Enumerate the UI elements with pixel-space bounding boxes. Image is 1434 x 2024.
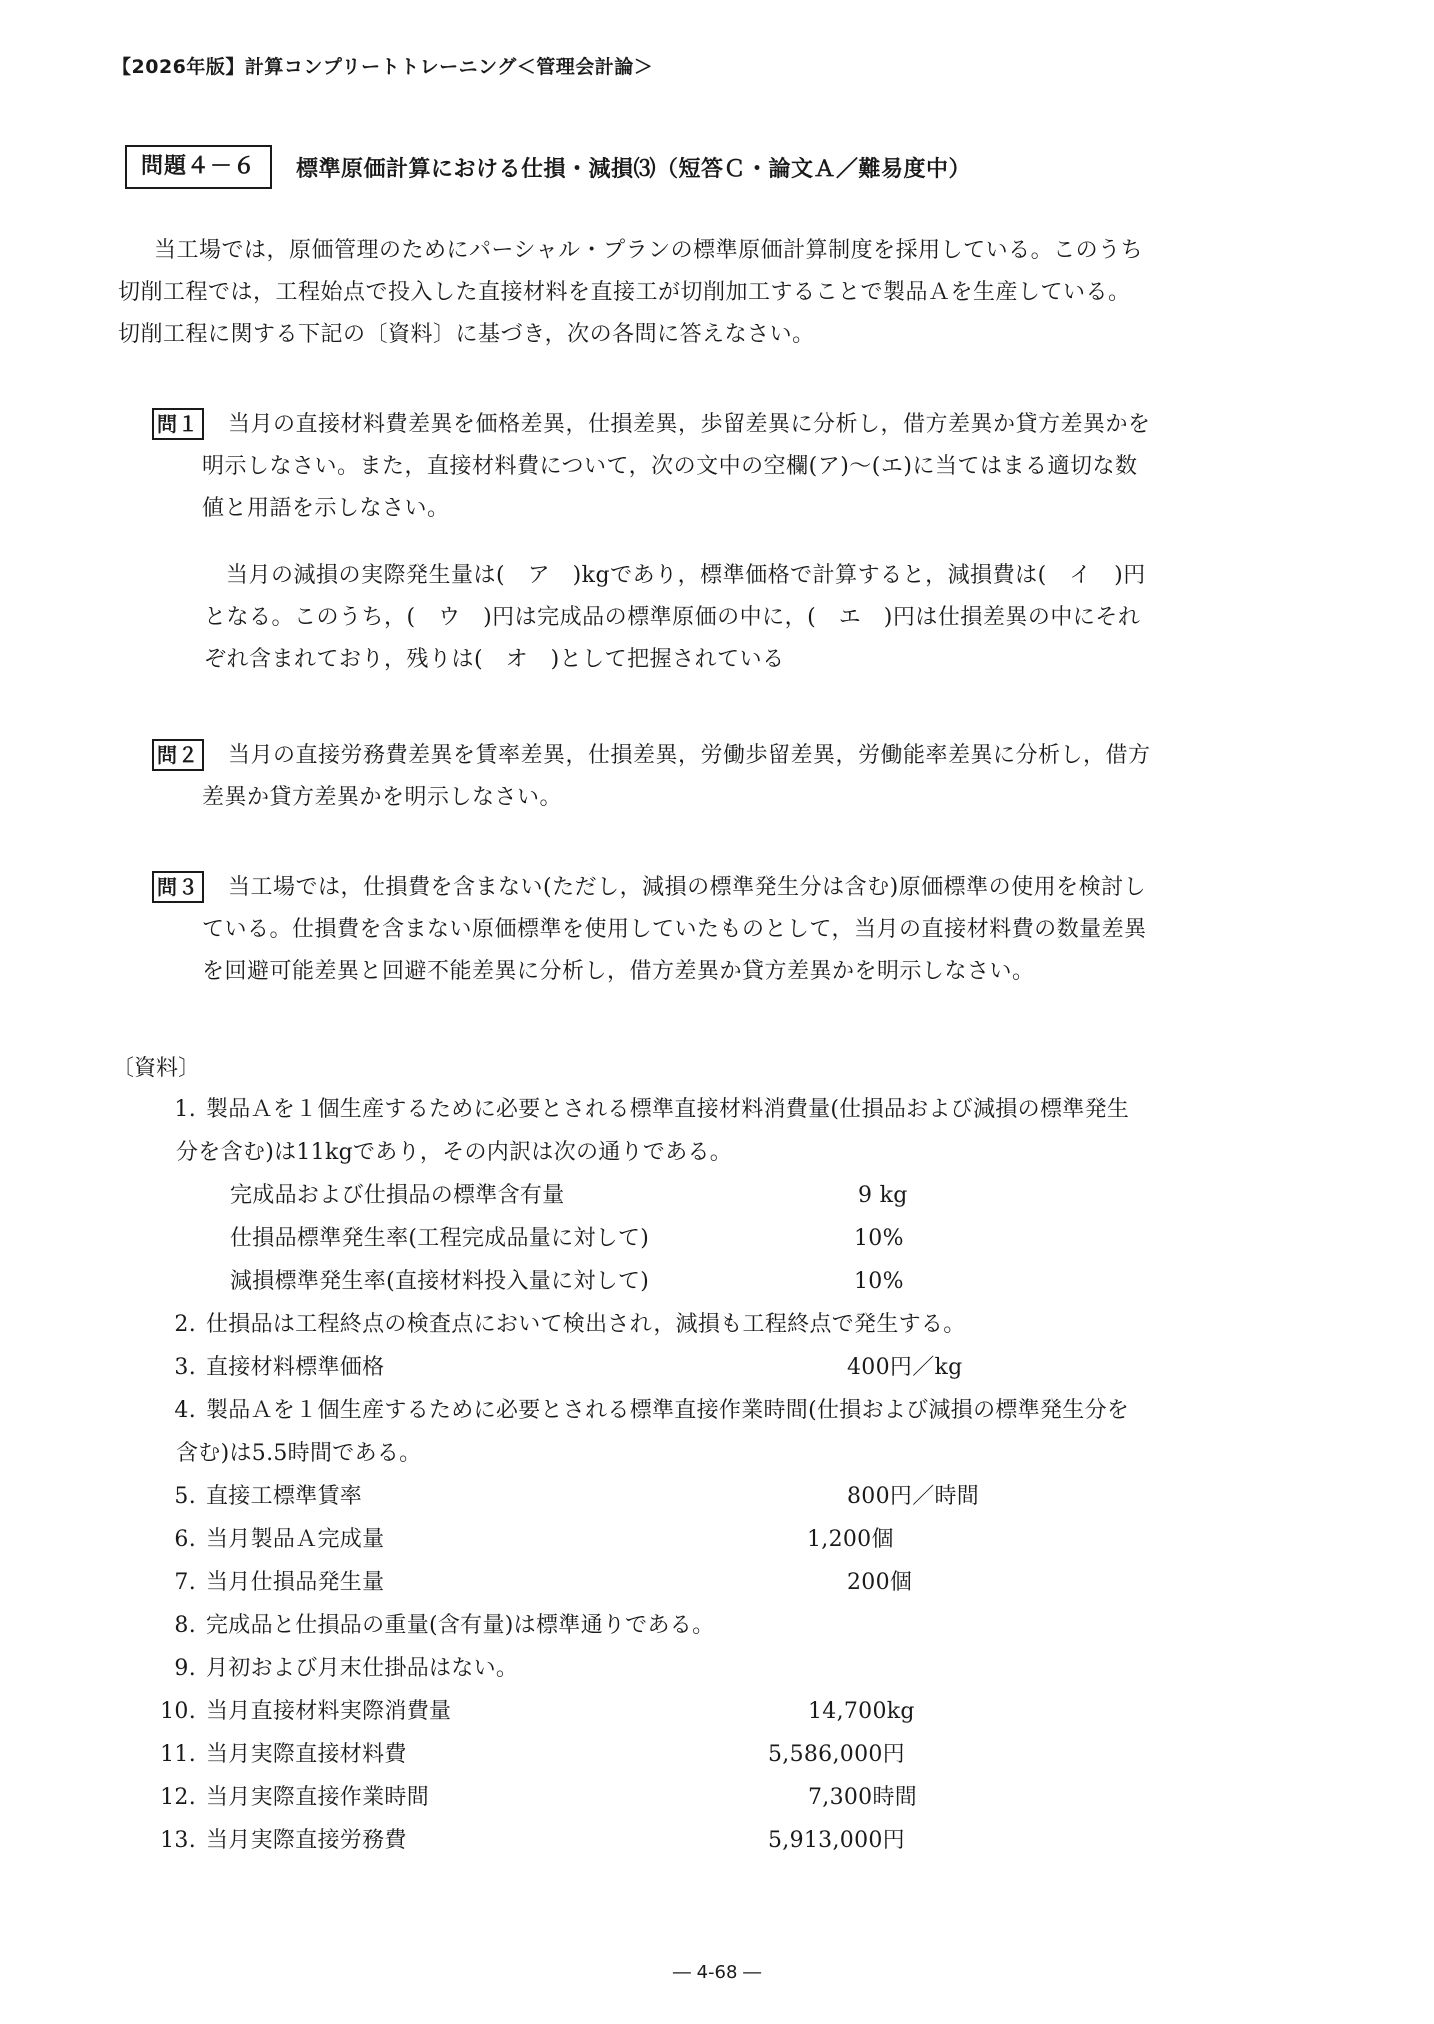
- item-value: 5,586,000円: [768, 1742, 905, 1767]
- item-text: 月初および月末仕掛品はない。: [206, 1656, 519, 1681]
- question-line: 当月の直接労務費差異を賃率差異，仕損差異，労働歩留差異，労働能率差異に分析し，借方: [228, 743, 1151, 768]
- item-number: 8.: [174, 1613, 196, 1638]
- question-line: 明示しなさい。また，直接材料費について，次の文中の空欄(ア)～(エ)に当てはまる適切な数: [202, 454, 1138, 479]
- intro-paragraph: [118, 230, 1268, 356]
- item-text: 当月実際直接労務費: [206, 1828, 407, 1853]
- question-1-label: 問１: [152, 408, 204, 440]
- materials-item: [140, 1647, 1270, 1690]
- item-value: 200個: [847, 1570, 913, 1595]
- materials-item: [140, 1518, 1270, 1561]
- question-line: ている。仕損費を含まない原価標準を使用していたものとして，当月の直接材料費の数量差異: [202, 917, 1147, 942]
- fill-in-passage: [204, 555, 1269, 681]
- sub-item-label: 減損標準発生率(直接材料投入量に対して): [230, 1269, 650, 1294]
- question-line: 当月の直接材料費差異を価格差異，仕損差異，歩留差異に分析し，借方差異か貸方差異かを: [228, 412, 1151, 437]
- item-number: 12.: [160, 1785, 196, 1810]
- item-text: 仕損品は工程終点の検査点において検出され，減損も工程終点で発生する。: [206, 1312, 966, 1337]
- materials-item: [140, 1733, 1270, 1776]
- item-number: 5.: [174, 1484, 196, 1509]
- sub-item: [140, 1217, 1270, 1260]
- item-number: 9.: [174, 1656, 196, 1681]
- materials-item-continued: [140, 1131, 1270, 1174]
- intro-line: 切削工程では，工程始点で投入した直接材料を直接工が切削加工することで製品Ａを生産している。: [118, 280, 1131, 305]
- problem-label: 問題４－６: [125, 145, 272, 189]
- item-text: 含む)は5.5時間である。: [176, 1441, 422, 1466]
- materials-heading: 〔資料〕: [112, 1056, 201, 1081]
- item-value: 400円／kg: [847, 1355, 963, 1380]
- item-number: 10.: [160, 1699, 196, 1724]
- question-3-label: 問３: [152, 871, 204, 903]
- item-text: 製品Ａを１個生産するために必要とされる標準直接作業時間(仕損および減損の標準発生分を: [206, 1398, 1130, 1423]
- sub-item-value: 10%: [854, 1226, 904, 1251]
- fill-line: 当月の減損の実際発生量は( ア )kgであり，標準価格で計算すると，減損費は( イ )円: [226, 563, 1146, 588]
- materials-item: [140, 1475, 1270, 1518]
- item-number: 7.: [174, 1570, 196, 1595]
- page-header: 【2026年版】計算コンプリートトレーニング＜管理会計論＞: [112, 56, 654, 78]
- sub-item-label: 仕損品標準発生率(工程完成品量に対して): [230, 1226, 650, 1251]
- fill-line: ぞれ含まれており，残りは( オ )として把握されている: [204, 647, 785, 672]
- question-line: 当工場では，仕損費を含まない(ただし，減損の標準発生分は含む)原価標準の使用を検討し: [228, 875, 1147, 900]
- item-text: 当月実際直接作業時間: [206, 1785, 430, 1810]
- item-text: 直接工標準賃率: [206, 1484, 363, 1509]
- question-2: [152, 735, 1267, 819]
- question-2-label: 問２: [152, 739, 204, 771]
- item-number: 4.: [174, 1398, 196, 1423]
- materials-item: [140, 1088, 1270, 1131]
- item-text: 当月製品Ａ完成量: [206, 1527, 385, 1552]
- question-line: を回避可能差異と回避不能差異に分析し，借方差異か貸方差異かを明示しなさい。: [202, 959, 1035, 984]
- question-line: 差異か貸方差異かを明示しなさい。: [202, 785, 563, 810]
- question-3: [152, 867, 1267, 993]
- problem-title-row: [125, 146, 971, 188]
- materials-list: [140, 1088, 1270, 1862]
- materials-item: [140, 1604, 1270, 1647]
- fill-line: となる。このうち，( ウ )円は完成品の標準原価の中に，( エ )円は仕損差異の中にそれ: [204, 605, 1141, 630]
- item-number: 13.: [160, 1828, 196, 1853]
- item-text: 当月仕損品発生量: [206, 1570, 385, 1595]
- problem-title: 標準原価計算における仕損・減損⑶（短答Ｃ・論文Ａ／難易度中）: [296, 156, 972, 182]
- item-value: 1,200個: [807, 1527, 894, 1552]
- intro-line: 当工場では，原価管理のためにパーシャル・プランの標準原価計算制度を採用している。このうち: [154, 238, 1144, 263]
- materials-item: [140, 1389, 1270, 1432]
- sub-item-label: 完成品および仕損品の標準含有量: [230, 1183, 565, 1208]
- materials-item: [140, 1690, 1270, 1733]
- materials-item: [140, 1346, 1270, 1389]
- materials-item: [140, 1776, 1270, 1819]
- item-number: 1.: [174, 1097, 196, 1122]
- item-number: 6.: [174, 1527, 196, 1552]
- item-text: 当月直接材料実際消費量: [206, 1699, 452, 1724]
- item-value: 14,700kg: [808, 1699, 915, 1724]
- item-text: 直接材料標準価格: [206, 1355, 385, 1380]
- item-value: 5,913,000円: [768, 1828, 905, 1853]
- sub-item: [140, 1260, 1270, 1303]
- question-line: 値と用語を示しなさい。: [202, 496, 450, 521]
- item-value: 7,300時間: [808, 1785, 918, 1810]
- item-text: 分を含む)は11kgであり，その内訳は次の通りである。: [176, 1140, 733, 1165]
- item-text: 製品Ａを１個生産するために必要とされる標準直接材料消費量(仕損品および減損の標準発生: [206, 1097, 1130, 1122]
- sub-item-value: 9 kg: [858, 1183, 908, 1208]
- page-number: ― 4-68 ―: [672, 1962, 762, 1983]
- materials-item-continued: [140, 1432, 1270, 1475]
- item-text: 当月実際直接材料費: [206, 1742, 407, 1767]
- sub-item: [140, 1174, 1270, 1217]
- item-value: 800円／時間: [847, 1484, 980, 1509]
- materials-item: [140, 1561, 1270, 1604]
- item-text: 完成品と仕損品の重量(含有量)は標準通りである。: [206, 1613, 715, 1638]
- question-1: [152, 404, 1267, 530]
- item-number: 3.: [174, 1355, 196, 1380]
- item-number: 11.: [160, 1742, 196, 1767]
- materials-item: [140, 1303, 1270, 1346]
- materials-item: [140, 1819, 1270, 1862]
- item-number: 2.: [174, 1312, 196, 1337]
- sub-item-value: 10%: [854, 1269, 904, 1294]
- intro-line: 切削工程に関する下記の〔資料〕に基づき，次の各問に答えなさい。: [118, 322, 815, 347]
